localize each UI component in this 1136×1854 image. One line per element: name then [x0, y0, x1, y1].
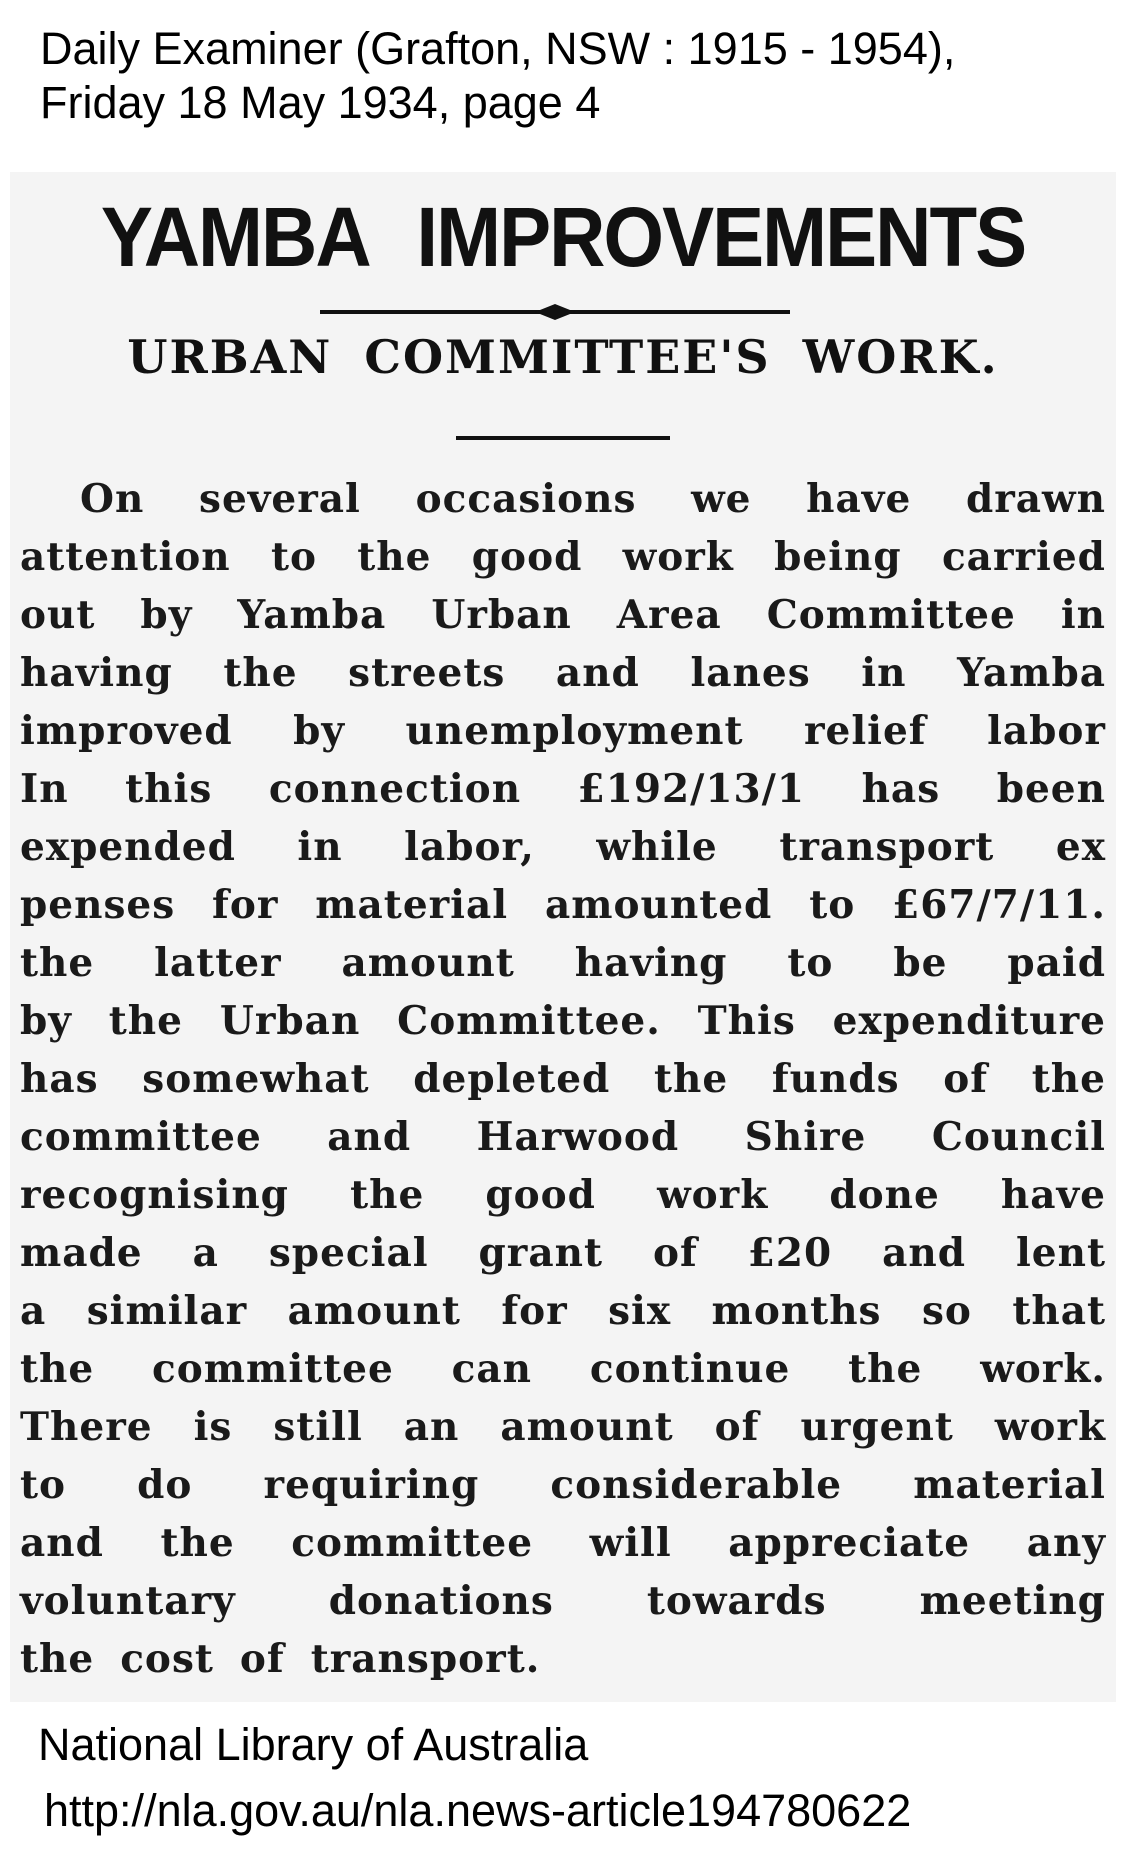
source-url: http://nla.gov.au/nla.news-article194780622	[44, 1785, 912, 1836]
citation-line-1: Daily Examiner (Grafton, NSW : 1915 - 1954),	[40, 23, 956, 74]
article-word: amounted	[544, 882, 773, 928]
article-line	[20, 760, 1106, 818]
article-line	[20, 586, 1106, 644]
article-word: the	[350, 1172, 425, 1218]
article-word: being	[774, 534, 902, 580]
article-word: lanes	[690, 650, 811, 696]
article-word: still	[273, 1404, 363, 1450]
article-word: work	[657, 1172, 769, 1218]
article-word: amount	[341, 940, 515, 986]
article-word: the	[654, 1056, 729, 1102]
article-word: Committee	[766, 592, 1016, 638]
article-word: occasions	[415, 476, 637, 522]
article-line	[20, 1050, 1106, 1108]
article-word: unemployment	[405, 708, 744, 754]
article-word: material	[315, 882, 509, 928]
article-word: grant	[478, 1230, 603, 1276]
article-word: to	[20, 1462, 67, 1508]
article-word: is	[193, 1404, 233, 1450]
article-word: to	[787, 940, 834, 986]
article-line	[20, 1340, 1106, 1398]
article-word: the	[108, 998, 183, 1044]
article-line	[20, 1630, 1106, 1688]
source-caption: National Library of Australia	[38, 1719, 589, 1770]
article-line	[20, 934, 1106, 992]
article-word: of	[943, 1056, 989, 1102]
article-word: streets	[348, 650, 506, 696]
article-word: for	[501, 1288, 568, 1334]
article-word: out	[20, 592, 96, 638]
article-word: the	[1031, 1056, 1106, 1102]
article-word: having	[574, 940, 728, 986]
article-word: six	[608, 1288, 672, 1334]
article-word: appreciate	[728, 1520, 971, 1566]
article-word: committee	[291, 1520, 534, 1566]
article-word: relief	[804, 708, 927, 754]
article-word: good	[485, 1172, 596, 1218]
article-word: urgent	[800, 1404, 954, 1450]
article-word: work.	[980, 1346, 1106, 1392]
article-word: transport	[779, 824, 995, 870]
article-word: improved	[20, 708, 233, 754]
article-word: will	[589, 1520, 672, 1566]
article-word: to	[270, 534, 317, 580]
article-word: depleted	[413, 1056, 611, 1102]
article-word: attention	[20, 534, 231, 580]
article-word: material	[913, 1462, 1106, 1508]
article-word: the	[223, 650, 298, 696]
article-word: labor,	[404, 824, 535, 870]
article-word: of	[714, 1404, 760, 1450]
article-line	[20, 1514, 1106, 1572]
article-word: work	[994, 1404, 1106, 1450]
article-word: funds	[771, 1056, 900, 1102]
article-headline: YAMBA IMPROVEMENTS	[100, 189, 1026, 285]
article-word: Yamba	[957, 650, 1106, 696]
article-line	[20, 992, 1106, 1050]
article-line	[20, 818, 1106, 876]
article-word: similar	[86, 1288, 248, 1334]
article-subheadline: URBAN COMMITTEE'S WORK.	[127, 330, 999, 384]
article-word: and	[555, 650, 640, 696]
article-word: in	[861, 650, 907, 696]
article-word: considerable	[550, 1462, 843, 1508]
article-word: that	[1012, 1288, 1106, 1334]
article-word: Council	[931, 1114, 1106, 1160]
article-word: amount	[500, 1404, 674, 1450]
article-word: Area	[616, 592, 722, 638]
article-word: and	[882, 1230, 966, 1276]
newspaper-clipping	[10, 172, 1116, 1702]
article-word: Urban	[219, 998, 361, 1044]
article-word: can	[451, 1346, 533, 1392]
article-word: for	[212, 882, 279, 928]
article-word: the	[20, 1636, 95, 1682]
article-word: connection	[268, 766, 522, 812]
article-word: cost	[120, 1636, 214, 1682]
article-word: so	[921, 1288, 972, 1334]
article-word: have	[1000, 1172, 1106, 1218]
article-word: towards	[646, 1578, 827, 1624]
article-word: a	[20, 1288, 47, 1334]
article-word: have	[806, 476, 912, 522]
article-line	[20, 1572, 1106, 1630]
article-line	[20, 702, 1106, 760]
article-word: £20	[747, 1230, 833, 1276]
article-word: of	[239, 1636, 285, 1682]
article-line	[20, 1108, 1106, 1166]
article-word: paid	[1007, 940, 1106, 986]
article-word: has	[861, 766, 941, 812]
article-word: On	[80, 476, 145, 522]
article-word: Harwood	[476, 1114, 680, 1160]
article-word: Committee.	[397, 998, 661, 1044]
article-word: while	[596, 824, 718, 870]
article-word: work	[622, 534, 734, 580]
article-word: any	[1026, 1520, 1106, 1566]
article-word: the	[848, 1346, 923, 1392]
article-word: continue	[589, 1346, 791, 1392]
article-word: This	[697, 998, 796, 1044]
article-word: drawn	[965, 476, 1106, 522]
article-word: the	[357, 534, 432, 580]
article-word: by	[140, 592, 193, 638]
article-word: labor	[987, 708, 1106, 754]
article-line	[20, 1224, 1106, 1282]
article-word: committee	[20, 1114, 262, 1160]
article-word: the	[20, 940, 95, 986]
article-word: several	[199, 476, 361, 522]
article-word: be	[893, 940, 948, 986]
article-word: this	[125, 766, 213, 812]
citation-line-2: Friday 18 May 1934, page 4	[40, 77, 601, 128]
article-word: the	[160, 1520, 235, 1566]
article-word: we	[691, 476, 752, 522]
article-line	[20, 528, 1106, 586]
article-word: in	[1060, 592, 1106, 638]
article-word: transport.	[310, 1636, 541, 1682]
article-word: by	[20, 998, 72, 1044]
article-word: penses	[20, 882, 176, 928]
article-word: made	[20, 1230, 143, 1276]
article-word: Shire	[744, 1114, 867, 1160]
article-word: somewhat	[142, 1056, 370, 1102]
article-word: an	[403, 1404, 460, 1450]
article-body	[20, 470, 1106, 1688]
article-line	[20, 470, 1106, 528]
article-word: expended	[20, 824, 236, 870]
article-word: and	[20, 1520, 104, 1566]
article-word: voluntary	[20, 1578, 236, 1624]
article-word: carried	[941, 534, 1106, 580]
article-word: donations	[328, 1578, 554, 1624]
article-word: done	[829, 1172, 940, 1218]
article-word: meeting	[919, 1578, 1106, 1624]
article-word: has	[20, 1056, 99, 1102]
article-word: latter	[154, 940, 282, 986]
article-word: expenditure	[832, 998, 1106, 1044]
article-word: the	[20, 1346, 95, 1392]
article-word: ex	[1055, 824, 1106, 870]
article-word: good	[471, 534, 583, 580]
article-word: by	[293, 708, 346, 754]
article-word: amount	[287, 1288, 461, 1334]
article-word: been	[996, 766, 1106, 812]
article-word: in	[297, 824, 343, 870]
section-rule	[456, 436, 670, 440]
article-line	[20, 1282, 1106, 1340]
article-word: There	[20, 1404, 153, 1450]
article-word: recognising	[20, 1172, 289, 1218]
article-word: In	[20, 766, 69, 812]
ornamental-rule	[320, 302, 790, 322]
article-word: special	[268, 1230, 429, 1276]
article-word: months	[711, 1288, 882, 1334]
article-word: do	[137, 1462, 193, 1508]
article-word: having	[20, 650, 173, 696]
article-line	[20, 644, 1106, 702]
article-line	[20, 1398, 1106, 1456]
article-word: Urban	[431, 592, 572, 638]
article-word: to	[809, 882, 856, 928]
article-word: Yamba	[237, 592, 387, 638]
article-word: committee	[152, 1346, 394, 1392]
citation-caption	[40, 22, 955, 130]
article-word: £192/13/1	[577, 766, 806, 812]
article-word: lent	[1015, 1230, 1106, 1276]
article-line	[20, 876, 1106, 934]
article-word: requiring	[263, 1462, 480, 1508]
article-line	[20, 1166, 1106, 1224]
article-word: of	[652, 1230, 698, 1276]
article-word: £67/7/11.	[892, 882, 1106, 928]
article-word: a	[192, 1230, 219, 1276]
article-line	[20, 1456, 1106, 1514]
article-word: and	[327, 1114, 412, 1160]
